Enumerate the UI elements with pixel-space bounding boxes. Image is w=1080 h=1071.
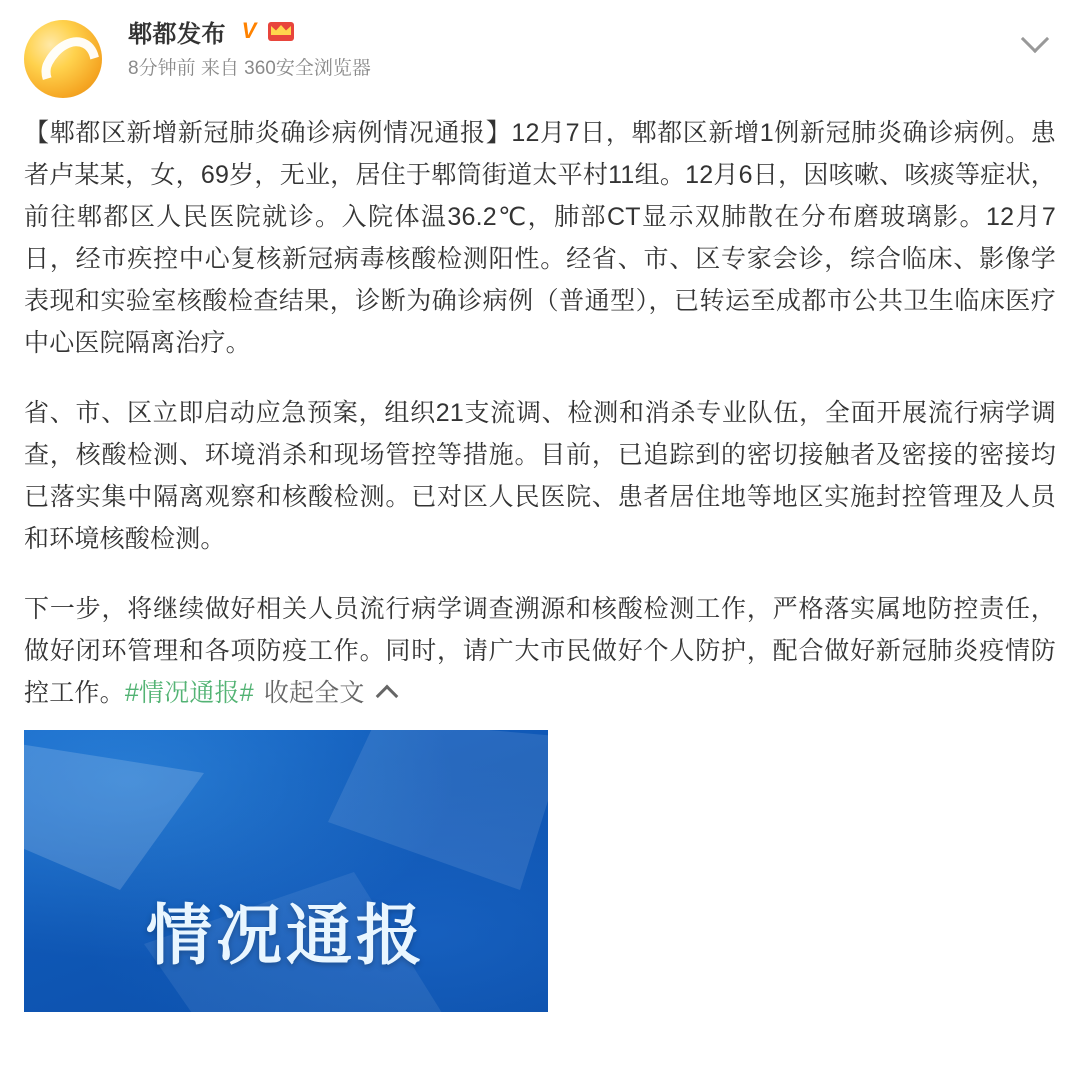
post-paragraph-3 <box>24 588 1056 714</box>
post-header-info <box>128 16 1056 81</box>
post-content <box>24 112 1056 714</box>
image-decoration-2 <box>328 730 548 890</box>
topic-link[interactable]: #情况通报# <box>124 679 254 707</box>
post-header <box>24 16 1056 98</box>
image-decoration-1 <box>24 740 204 890</box>
author-row <box>128 16 1056 46</box>
crown-badge-icon <box>268 20 294 42</box>
post-source[interactable]: 360安全浏览器 <box>244 58 371 79</box>
post-paragraph-3-text: 下一步，将继续做好相关人员流行病学调查溯源和核酸检测工作，严格落实属地防控责任，做好闭环管理和各项防疫工作。同时，请广大市民做好个人防护，配合做好新冠肺炎疫情防控工作。 <box>24 595 1056 707</box>
collapse-text-button[interactable]: 收起全文 <box>263 679 365 707</box>
post-source-prefix: 来自 <box>200 58 239 79</box>
post-image[interactable] <box>24 730 548 1012</box>
chevron-down-icon[interactable] <box>1018 20 1052 54</box>
post-meta <box>128 58 1056 81</box>
post-paragraph-1: 【郫都区新增新冠肺炎确诊病例情况通报】12月7日，郫都区新增1例新冠肺炎确诊病例。患者卢某某，女，69岁，无业，居住于郫筒街道太平村11组。12月6日，因咳嗽、咳痰等症状，前往郫都区人民医院就诊。入院体温36.2℃，肺部CT显示双肺散在分布磨玻璃影。12月7日，经市疾控中心复核新冠病毒核酸检测阳性。经省、市、区专家会诊，综合临床、影像学表现和实验室核酸检查结果，诊断为确诊病例（普通型），已转运至成都市公共卫生临床医疗中心医院隔离治疗。 <box>24 119 1056 357</box>
post-paragraph-2: 省、市、区立即启动应急预案，组织21支流调、检测和消杀专业队伍，全面开展流行病学调查，核酸检测、环境消杀和现场管控等措施。目前，已追踪到的密切接触者及密接的密接均已落实集中隔离观察和核酸检测。已对区人民医院、患者居住地等地区实施封控管理及人员和环境核酸检测。 <box>24 399 1056 553</box>
chevron-up-icon[interactable] <box>379 684 395 700</box>
avatar[interactable] <box>24 20 102 98</box>
image-title-text: 情况通报 <box>146 898 426 972</box>
author-name[interactable]: 郫都发布 <box>128 20 226 48</box>
verified-badge-icon: V <box>241 18 257 43</box>
post-time: 8分钟前 <box>128 58 196 79</box>
